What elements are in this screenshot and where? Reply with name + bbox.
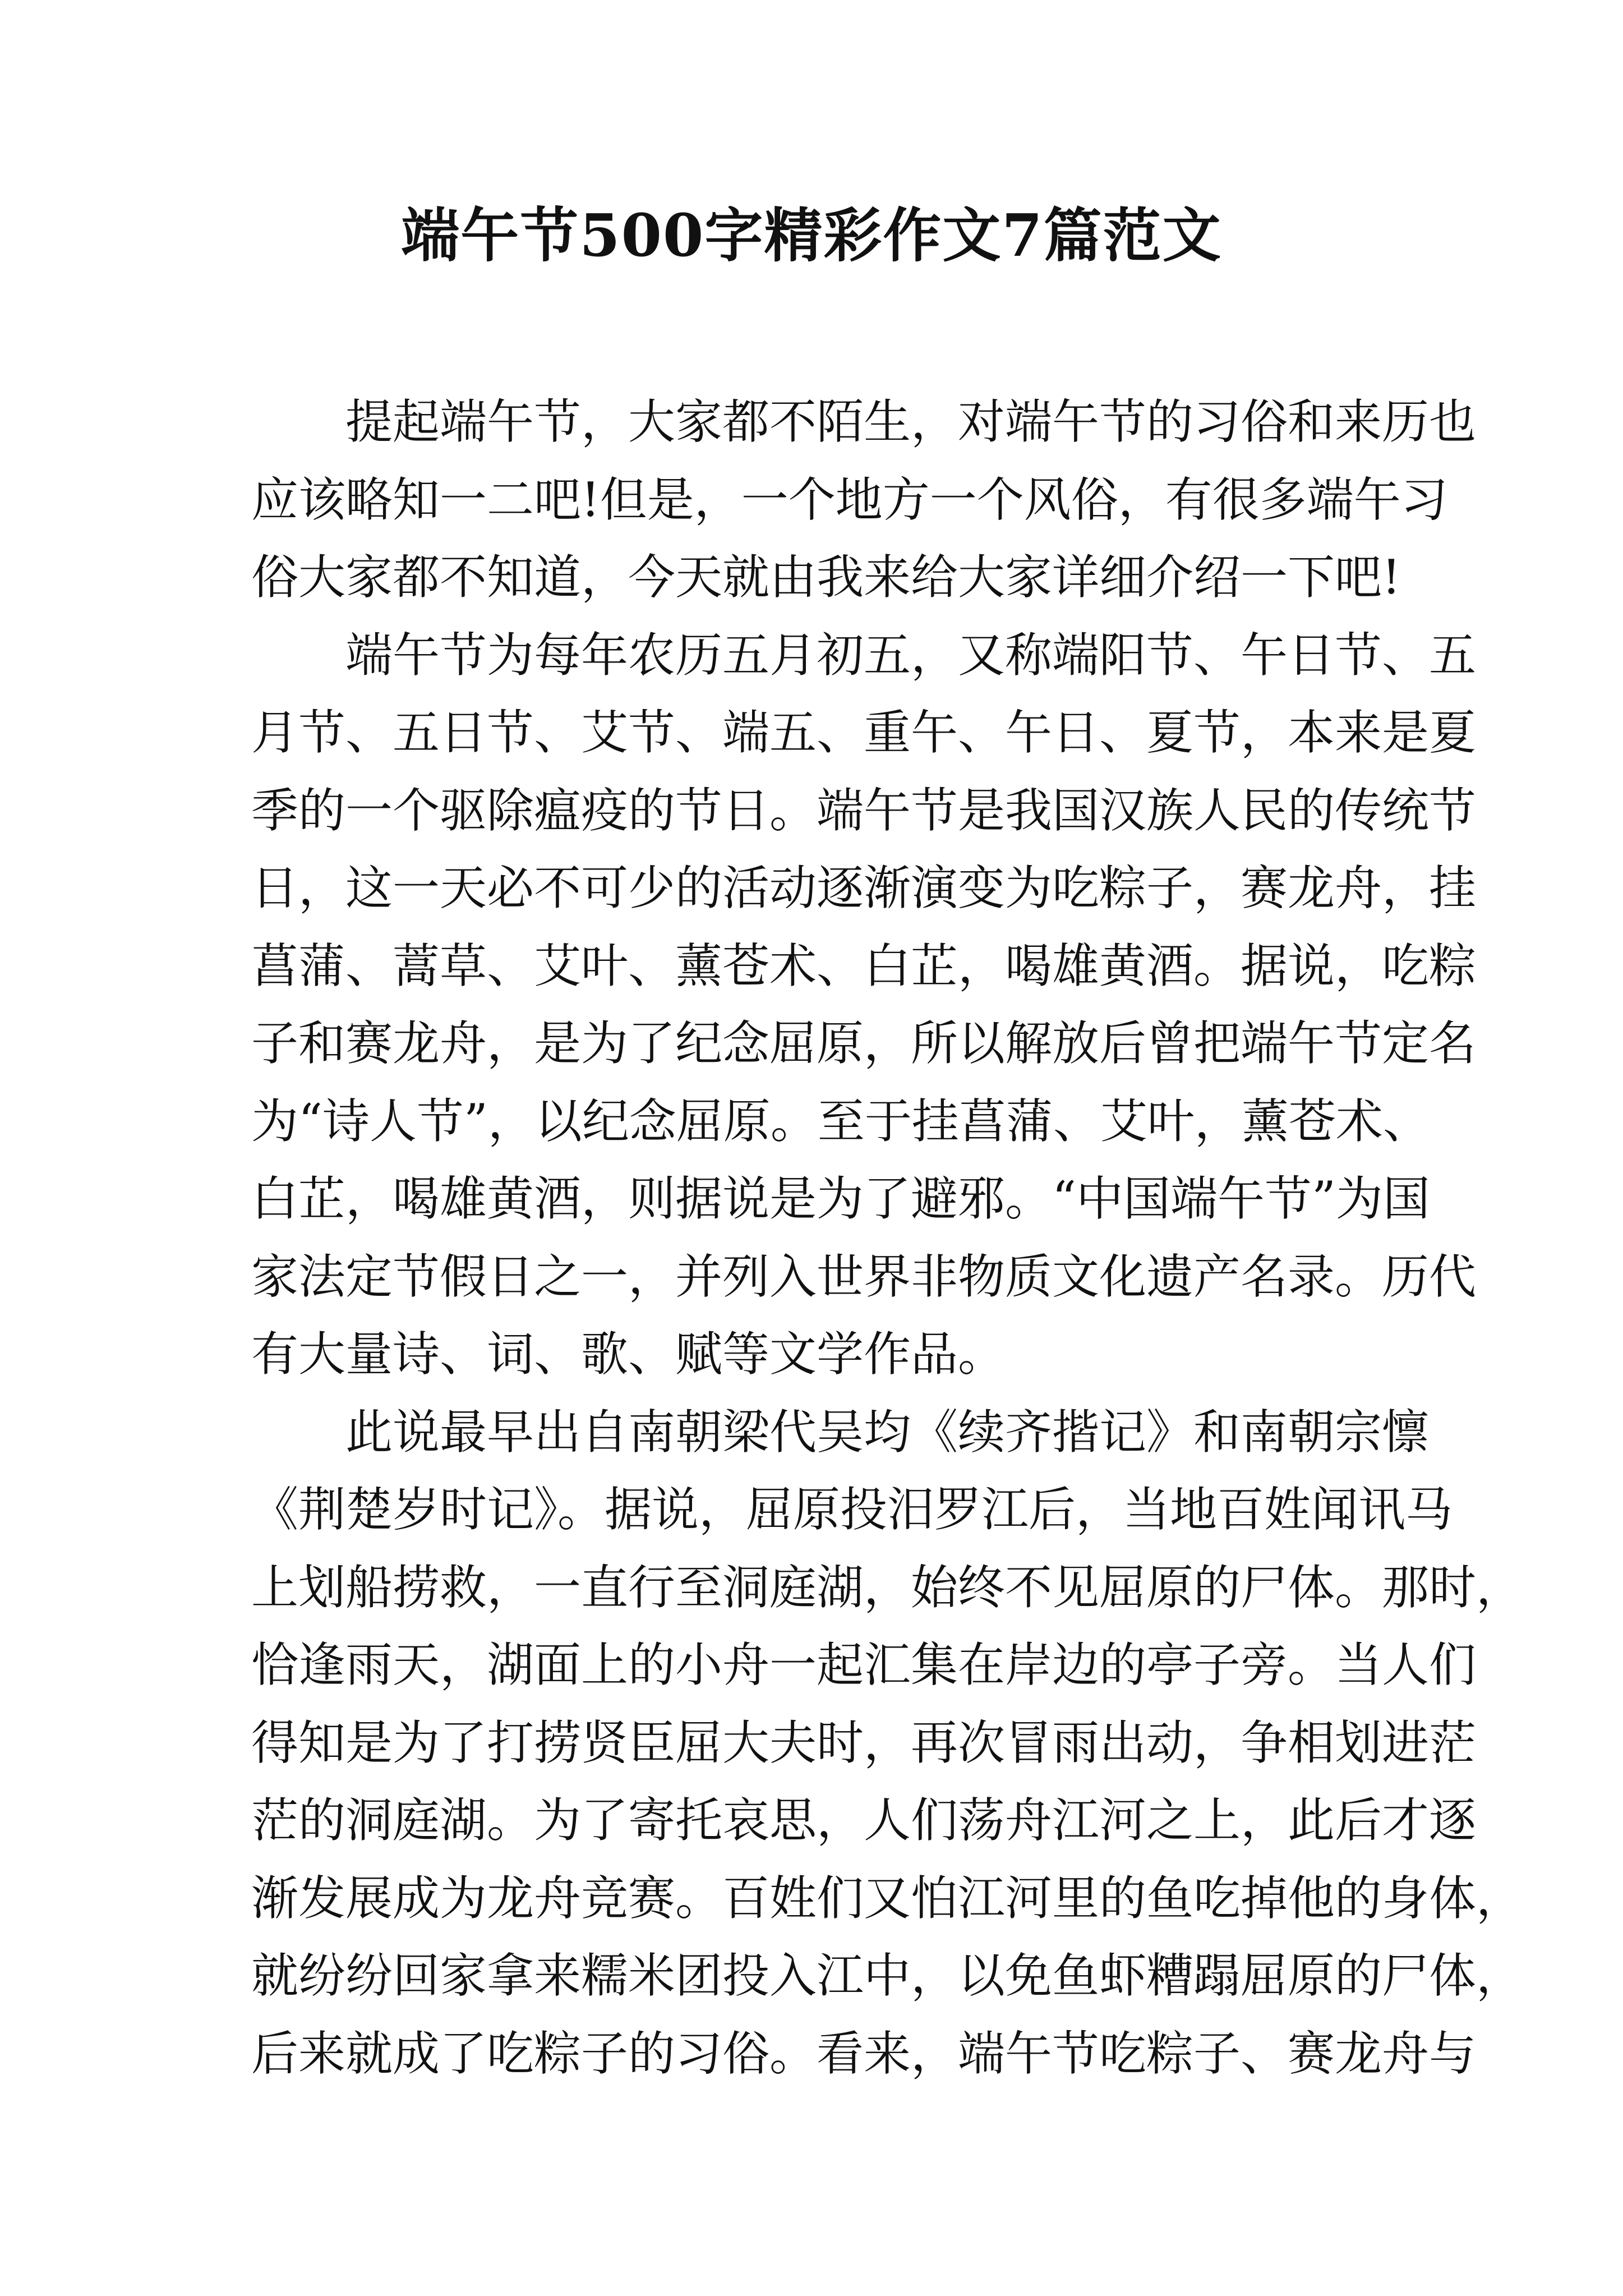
paragraph-line: 月节、五日节、艾节、端五、重午、午日、夏节，本来是夏 [251, 705, 1477, 760]
paragraph-line: 菖蒲、蒿草、艾叶、薰苍术、白芷，喝雄黄酒。据说，吃粽 [251, 938, 1477, 993]
document-body [251, 383, 1524, 2092]
paragraph-line: 就纷纷回家拿来糯米团投入江中，以免鱼虾糟蹋屈原的尸体， [251, 1948, 1524, 2003]
paragraph-line: 此说最早出自南朝梁代吴均《续齐揩记》和南朝宗懔 [251, 1404, 1430, 1460]
paragraph-line: 应该略知一二吧!但是，一个地方一个风俗，有很多端午习 [251, 472, 1448, 527]
paragraph-line: 上划船捞救，一直行至洞庭湖，始终不见屈原的尸体。那时， [251, 1559, 1524, 1615]
paragraph-line: 俗大家都不知道，今天就由我来给大家详细介绍一下吧! [251, 550, 1401, 605]
paragraph-line: 家法定节假日之一，并列入世界非物质文化遗产名录。历代 [251, 1249, 1477, 1304]
paragraph-1 [251, 383, 1477, 616]
paragraph-line: 《荆楚岁时记》。据说，屈原投汨罗江后，当地百姓闻讯马 [251, 1482, 1453, 1537]
paragraph-line: 渐发展成为龙舟竞赛。百姓们又怕江河里的鱼吃掉他的身体， [251, 1870, 1524, 1926]
paragraph-line: 茫的洞庭湖。为了寄托哀思，人们荡舟江河之上，此后才逐 [251, 1793, 1477, 1848]
paragraph-3 [251, 1393, 1524, 2093]
paragraph-line: 子和赛龙舟，是为了纪念屈原，所以解放后曾把端午节定名 [251, 1016, 1477, 1071]
paragraph-line: 季的一个驱除瘟疫的节日。端午节是我国汉族人民的传统节 [251, 783, 1477, 838]
paragraph-line: 提起端午节，大家都不陌生，对端午节的习俗和来历也 [251, 394, 1477, 449]
document-title: 端午节500字精彩作文7篇范文 [401, 201, 1222, 270]
paragraph-line: 有大量诗、词、歌、赋等文学作品。 [251, 1327, 1006, 1382]
paragraph-line: 后来就成了吃粽子的习俗。看来，端午节吃粽子、赛龙舟与 [251, 2026, 1477, 2081]
paragraph-line: 为“诗人节”，以纪念屈原。至于挂菖蒲、艾叶，薰苍术、 [251, 1093, 1430, 1149]
paragraph-line: 白芷，喝雄黄酒，则据说是为了避邪。“中国端午节”为国 [251, 1171, 1430, 1226]
paragraph-line: 恰逢雨天，湖面上的小舟一起汇集在岸边的亭子旁。当人们 [251, 1637, 1477, 1692]
paragraph-line: 日，这一天必不可少的活动逐渐演变为吃粽子，赛龙舟，挂 [251, 861, 1477, 915]
paragraph-line: 得知是为了打捞贤臣屈大夫时，再次冒雨出动，争相划进茫 [251, 1715, 1477, 1770]
paragraph-2 [251, 616, 1477, 1393]
paragraph-line: 端午节为每年农历五月初五，又称端阳节、午日节、五 [251, 627, 1477, 683]
